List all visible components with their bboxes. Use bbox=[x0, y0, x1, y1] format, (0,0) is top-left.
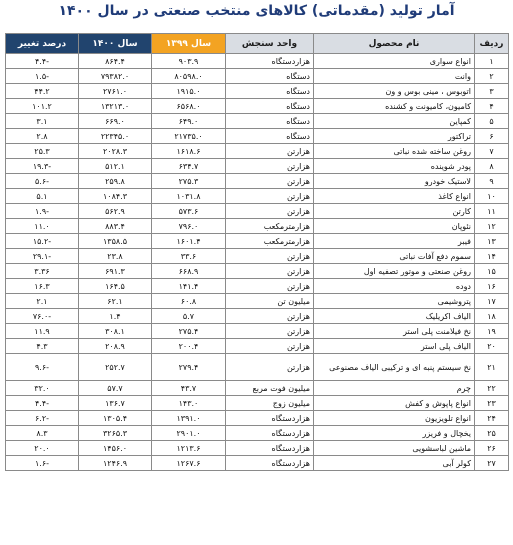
cell-percent-change: ۳۲.۰ bbox=[6, 381, 79, 396]
cell-unit: هزارتن bbox=[226, 324, 314, 339]
cell-unit: هزارتن bbox=[226, 309, 314, 324]
cell-value-1400: ۱.۴ bbox=[79, 309, 152, 324]
table-row bbox=[6, 204, 509, 219]
cell-value-1399: ۲۷۵.۴ bbox=[152, 324, 226, 339]
table-row bbox=[6, 426, 509, 441]
header-row-number: ردیف bbox=[475, 34, 509, 54]
cell-row-number: ۶ bbox=[475, 129, 509, 144]
cell-value-1399: ۸۰۵۹۸.۰ bbox=[152, 69, 226, 84]
cell-value-1400: ۷۹۳۸۲.۰ bbox=[79, 69, 152, 84]
cell-row-number: ۲۲ bbox=[475, 381, 509, 396]
cell-row-number: ۱۷ bbox=[475, 294, 509, 309]
table-row bbox=[6, 54, 509, 69]
cell-percent-change: ۲.۱ bbox=[6, 294, 79, 309]
cell-percent-change: -۷۶.۰ bbox=[6, 309, 79, 324]
cell-percent-change: -۱.۵ bbox=[6, 69, 79, 84]
cell-percent-change: ۳.۳۶ bbox=[6, 264, 79, 279]
cell-value-1399: ۲۰۰.۴ bbox=[152, 339, 226, 354]
cell-row-number: ۷ bbox=[475, 144, 509, 159]
cell-product-name: روغن صنعتی و موتور تصفیه اول bbox=[314, 264, 475, 279]
cell-unit: هزاردستگاه bbox=[226, 426, 314, 441]
cell-value-1400: ۱۰۸۴.۳ bbox=[79, 189, 152, 204]
header-product-name: نام محصول bbox=[314, 34, 475, 54]
cell-row-number: ۱ bbox=[475, 54, 509, 69]
cell-product-name: انواع کاغذ bbox=[314, 189, 475, 204]
cell-row-number: ۱۵ bbox=[475, 264, 509, 279]
table-row bbox=[6, 264, 509, 279]
cell-row-number: ۲۷ bbox=[475, 456, 509, 471]
cell-percent-change: ۵.۱ bbox=[6, 189, 79, 204]
cell-product-name: پتروشیمی bbox=[314, 294, 475, 309]
table-row bbox=[6, 441, 509, 456]
cell-percent-change: ۱۱.۹ bbox=[6, 324, 79, 339]
table-row bbox=[6, 411, 509, 426]
cell-product-name: انواع پاپوش و کفش bbox=[314, 396, 475, 411]
cell-value-1399: ۱۶۰۱.۴ bbox=[152, 234, 226, 249]
cell-unit: هزارتن bbox=[226, 279, 314, 294]
cell-row-number: ۵ bbox=[475, 114, 509, 129]
cell-product-name: سموم دفع آفات نباتی bbox=[314, 249, 475, 264]
cell-product-name: الیاف پلی استر bbox=[314, 339, 475, 354]
cell-product-name: روغن ساخته شده نباتی bbox=[314, 144, 475, 159]
cell-product-name: دوده bbox=[314, 279, 475, 294]
table-row bbox=[6, 294, 509, 309]
cell-product-name: نخ فیلامنت پلی استر bbox=[314, 324, 475, 339]
cell-product-name: کولر آبی bbox=[314, 456, 475, 471]
cell-value-1400: ۵۱۲.۱ bbox=[79, 159, 152, 174]
cell-percent-change: -۶.۲ bbox=[6, 411, 79, 426]
cell-percent-change: -۴.۴ bbox=[6, 54, 79, 69]
table-row bbox=[6, 279, 509, 294]
cell-row-number: ۱۶ bbox=[475, 279, 509, 294]
cell-value-1399: ۷۹۶.۰ bbox=[152, 219, 226, 234]
cell-percent-change: ۲.۸ bbox=[6, 129, 79, 144]
cell-row-number: ۱۴ bbox=[475, 249, 509, 264]
header-year-1399: سال ۱۳۹۹ bbox=[152, 34, 226, 54]
cell-product-name: فیبر bbox=[314, 234, 475, 249]
cell-product-name: ماشین لباسشویی bbox=[314, 441, 475, 456]
cell-value-1400: ۱۳۵۸.۵ bbox=[79, 234, 152, 249]
cell-percent-change: ۱۱.۰ bbox=[6, 219, 79, 234]
cell-percent-change: -۲۹.۱ bbox=[6, 249, 79, 264]
cell-unit: هزاردستگاه bbox=[226, 54, 314, 69]
table-row bbox=[6, 174, 509, 189]
cell-unit: هزاردستگاه bbox=[226, 411, 314, 426]
cell-unit: دستگاه bbox=[226, 84, 314, 99]
cell-value-1400: ۵۶۲.۹ bbox=[79, 204, 152, 219]
table-row bbox=[6, 69, 509, 84]
cell-percent-change: -۱.۹ bbox=[6, 204, 79, 219]
cell-value-1399: ۶۴۹.۰ bbox=[152, 114, 226, 129]
cell-value-1400: ۶۹۱.۳ bbox=[79, 264, 152, 279]
table-row bbox=[6, 396, 509, 411]
cell-row-number: ۲۰ bbox=[475, 339, 509, 354]
cell-value-1399: ۶۶۸.۹ bbox=[152, 264, 226, 279]
cell-unit: هزارتن bbox=[226, 159, 314, 174]
cell-value-1399: ۶۵۶۸.۰ bbox=[152, 99, 226, 114]
table-row bbox=[6, 129, 509, 144]
cell-row-number: ۱۹ bbox=[475, 324, 509, 339]
cell-value-1399: ۱۰۳۱.۸ bbox=[152, 189, 226, 204]
cell-value-1400: ۲۰۲۸.۳ bbox=[79, 144, 152, 159]
cell-unit: هزارتن bbox=[226, 264, 314, 279]
cell-percent-change: ۱۶.۳ bbox=[6, 279, 79, 294]
cell-product-name: انواع سواری bbox=[314, 54, 475, 69]
cell-product-name: پودر شوینده bbox=[314, 159, 475, 174]
cell-value-1400: ۲۲۳۴۵.۰ bbox=[79, 129, 152, 144]
cell-percent-change: ۴۴.۲ bbox=[6, 84, 79, 99]
table-row bbox=[6, 189, 509, 204]
cell-value-1399: ۱۲۱۳.۶ bbox=[152, 441, 226, 456]
cell-value-1399: ۶۰.۸ bbox=[152, 294, 226, 309]
cell-percent-change: -۱.۶ bbox=[6, 456, 79, 471]
table-row bbox=[6, 309, 509, 324]
table-row bbox=[6, 456, 509, 471]
cell-product-name: انواع تلویزیون bbox=[314, 411, 475, 426]
cell-value-1399: ۲۷۵.۳ bbox=[152, 174, 226, 189]
table-row bbox=[6, 354, 509, 381]
cell-value-1399: ۲۹۰۱.۰ bbox=[152, 426, 226, 441]
cell-row-number: ۲۱ bbox=[475, 354, 509, 381]
cell-value-1400: ۲۵۲.۷ bbox=[79, 354, 152, 381]
cell-percent-change: -۱۵.۲ bbox=[6, 234, 79, 249]
cell-unit: هزاردستگاه bbox=[226, 441, 314, 456]
cell-value-1400: ۱۳۰۵.۴ bbox=[79, 411, 152, 426]
cell-percent-change: ۱۰۱.۲ bbox=[6, 99, 79, 114]
cell-percent-change: -۴.۴ bbox=[6, 396, 79, 411]
cell-unit: هزارتن bbox=[226, 189, 314, 204]
cell-unit: هزارتن bbox=[226, 339, 314, 354]
cell-product-name: یخچال و فریزر bbox=[314, 426, 475, 441]
cell-percent-change: ۸.۳ bbox=[6, 426, 79, 441]
cell-product-name: لاستیک خودرو bbox=[314, 174, 475, 189]
cell-percent-change: -۱۹.۳ bbox=[6, 159, 79, 174]
cell-unit: میلیون فوت مربع bbox=[226, 381, 314, 396]
header-percent-change: درصد تغییر bbox=[6, 34, 79, 54]
table-row bbox=[6, 339, 509, 354]
table-row bbox=[6, 114, 509, 129]
cell-row-number: ۱۸ bbox=[475, 309, 509, 324]
cell-row-number: ۱۳ bbox=[475, 234, 509, 249]
table-row bbox=[6, 381, 509, 396]
cell-row-number: ۴ bbox=[475, 99, 509, 114]
cell-product-name: الیاف اکریلیک bbox=[314, 309, 475, 324]
cell-product-name: اتوبوس ، مینی بوس و ون bbox=[314, 84, 475, 99]
cell-unit: هزارتن bbox=[226, 249, 314, 264]
header-unit: واحد سنجش bbox=[226, 34, 314, 54]
cell-unit: دستگاه bbox=[226, 114, 314, 129]
header-row bbox=[6, 34, 509, 54]
cell-unit: هزارمترمکعب bbox=[226, 219, 314, 234]
cell-percent-change: ۲۰.۰ bbox=[6, 441, 79, 456]
table-row bbox=[6, 219, 509, 234]
table-row bbox=[6, 249, 509, 264]
table-row bbox=[6, 99, 509, 114]
cell-row-number: ۲۳ bbox=[475, 396, 509, 411]
cell-value-1399: ۵۷۳.۶ bbox=[152, 204, 226, 219]
cell-row-number: ۲۶ bbox=[475, 441, 509, 456]
header-year-1400: سال ۱۴۰۰ bbox=[79, 34, 152, 54]
table-row bbox=[6, 144, 509, 159]
cell-unit: هزارمترمکعب bbox=[226, 234, 314, 249]
cell-product-name: کمپاین bbox=[314, 114, 475, 129]
cell-value-1400: ۲۳.۸ bbox=[79, 249, 152, 264]
cell-value-1399: ۲۱۷۳۵.۰ bbox=[152, 129, 226, 144]
cell-unit: میلیون زوج bbox=[226, 396, 314, 411]
table-row bbox=[6, 234, 509, 249]
cell-value-1400: ۳۲۶۵.۳ bbox=[79, 426, 152, 441]
cell-product-name: نئوپان bbox=[314, 219, 475, 234]
cell-percent-change: ۲۵.۳ bbox=[6, 144, 79, 159]
cell-value-1399: ۴۳.۷ bbox=[152, 381, 226, 396]
cell-value-1400: ۱۴۵۶.۰ bbox=[79, 441, 152, 456]
cell-product-name: نخ سیستم پنبه ای و ترکیبی الیاف مصنوعی bbox=[314, 354, 475, 381]
table-row bbox=[6, 324, 509, 339]
cell-value-1400: ۱۳۶.۷ bbox=[79, 396, 152, 411]
cell-row-number: ۲۵ bbox=[475, 426, 509, 441]
cell-percent-change: ۳.۱ bbox=[6, 114, 79, 129]
cell-value-1399: ۲۷۹.۴ bbox=[152, 354, 226, 381]
cell-value-1399: ۱۳۹۱.۰ bbox=[152, 411, 226, 426]
production-table bbox=[5, 33, 509, 471]
cell-unit: دستگاه bbox=[226, 129, 314, 144]
cell-row-number: ۲۴ bbox=[475, 411, 509, 426]
cell-product-name: تراکتور bbox=[314, 129, 475, 144]
cell-unit: هزارتن bbox=[226, 204, 314, 219]
cell-value-1400: ۲۰۸.۹ bbox=[79, 339, 152, 354]
cell-row-number: ۱۱ bbox=[475, 204, 509, 219]
cell-value-1400: ۱۳۲۱۳.۰ bbox=[79, 99, 152, 114]
cell-value-1400: ۶۲.۱ bbox=[79, 294, 152, 309]
cell-value-1399: ۱۴۱.۴ bbox=[152, 279, 226, 294]
page-title: آمار تولید (مقدماتی) کالاهای منتخب صنعتی در سال ۱۴۰۰ bbox=[58, 3, 455, 19]
cell-unit: هزارتن bbox=[226, 354, 314, 381]
cell-value-1399: ۱۴۳.۰ bbox=[152, 396, 226, 411]
cell-unit: هزارتن bbox=[226, 174, 314, 189]
cell-product-name: کارتن bbox=[314, 204, 475, 219]
cell-row-number: ۳ bbox=[475, 84, 509, 99]
cell-product-name: چرم bbox=[314, 381, 475, 396]
cell-value-1400: ۸۶۴.۴ bbox=[79, 54, 152, 69]
cell-value-1400: ۱۶۴.۵ bbox=[79, 279, 152, 294]
cell-value-1400: ۶۶۹.۰ bbox=[79, 114, 152, 129]
cell-unit: دستگاه bbox=[226, 99, 314, 114]
cell-unit: هزارتن bbox=[226, 144, 314, 159]
cell-unit: دستگاه bbox=[226, 69, 314, 84]
cell-value-1399: ۶۳۴.۷ bbox=[152, 159, 226, 174]
cell-value-1400: ۳۰۸.۱ bbox=[79, 324, 152, 339]
cell-value-1400: ۱۲۴۶.۹ bbox=[79, 456, 152, 471]
cell-value-1400: ۲۵۹.۸ bbox=[79, 174, 152, 189]
cell-row-number: ۱۰ bbox=[475, 189, 509, 204]
cell-value-1399: ۵.۷ bbox=[152, 309, 226, 324]
cell-row-number: ۲ bbox=[475, 69, 509, 84]
cell-row-number: ۱۲ bbox=[475, 219, 509, 234]
cell-row-number: ۹ bbox=[475, 174, 509, 189]
cell-value-1399: ۱۲۶۷.۶ bbox=[152, 456, 226, 471]
cell-product-name: وانت bbox=[314, 69, 475, 84]
cell-product-name: کامیون، کامیونت و کشنده bbox=[314, 99, 475, 114]
table-row bbox=[6, 84, 509, 99]
cell-unit: هزاردستگاه bbox=[226, 456, 314, 471]
cell-percent-change: -۵.۶ bbox=[6, 174, 79, 189]
cell-value-1399: ۱۹۱۵.۰ bbox=[152, 84, 226, 99]
table-row bbox=[6, 159, 509, 174]
cell-value-1399: ۱۶۱۸.۶ bbox=[152, 144, 226, 159]
cell-value-1400: ۵۷.۷ bbox=[79, 381, 152, 396]
cell-percent-change: ۴.۳ bbox=[6, 339, 79, 354]
cell-unit: میلیون تن bbox=[226, 294, 314, 309]
cell-value-1399: ۳۳.۶ bbox=[152, 249, 226, 264]
cell-value-1400: ۸۸۳.۴ bbox=[79, 219, 152, 234]
cell-value-1399: ۹۰۳.۹ bbox=[152, 54, 226, 69]
cell-value-1400: ۲۷۶۱.۰ bbox=[79, 84, 152, 99]
cell-row-number: ۸ bbox=[475, 159, 509, 174]
cell-percent-change: -۹.۶ bbox=[6, 354, 79, 381]
